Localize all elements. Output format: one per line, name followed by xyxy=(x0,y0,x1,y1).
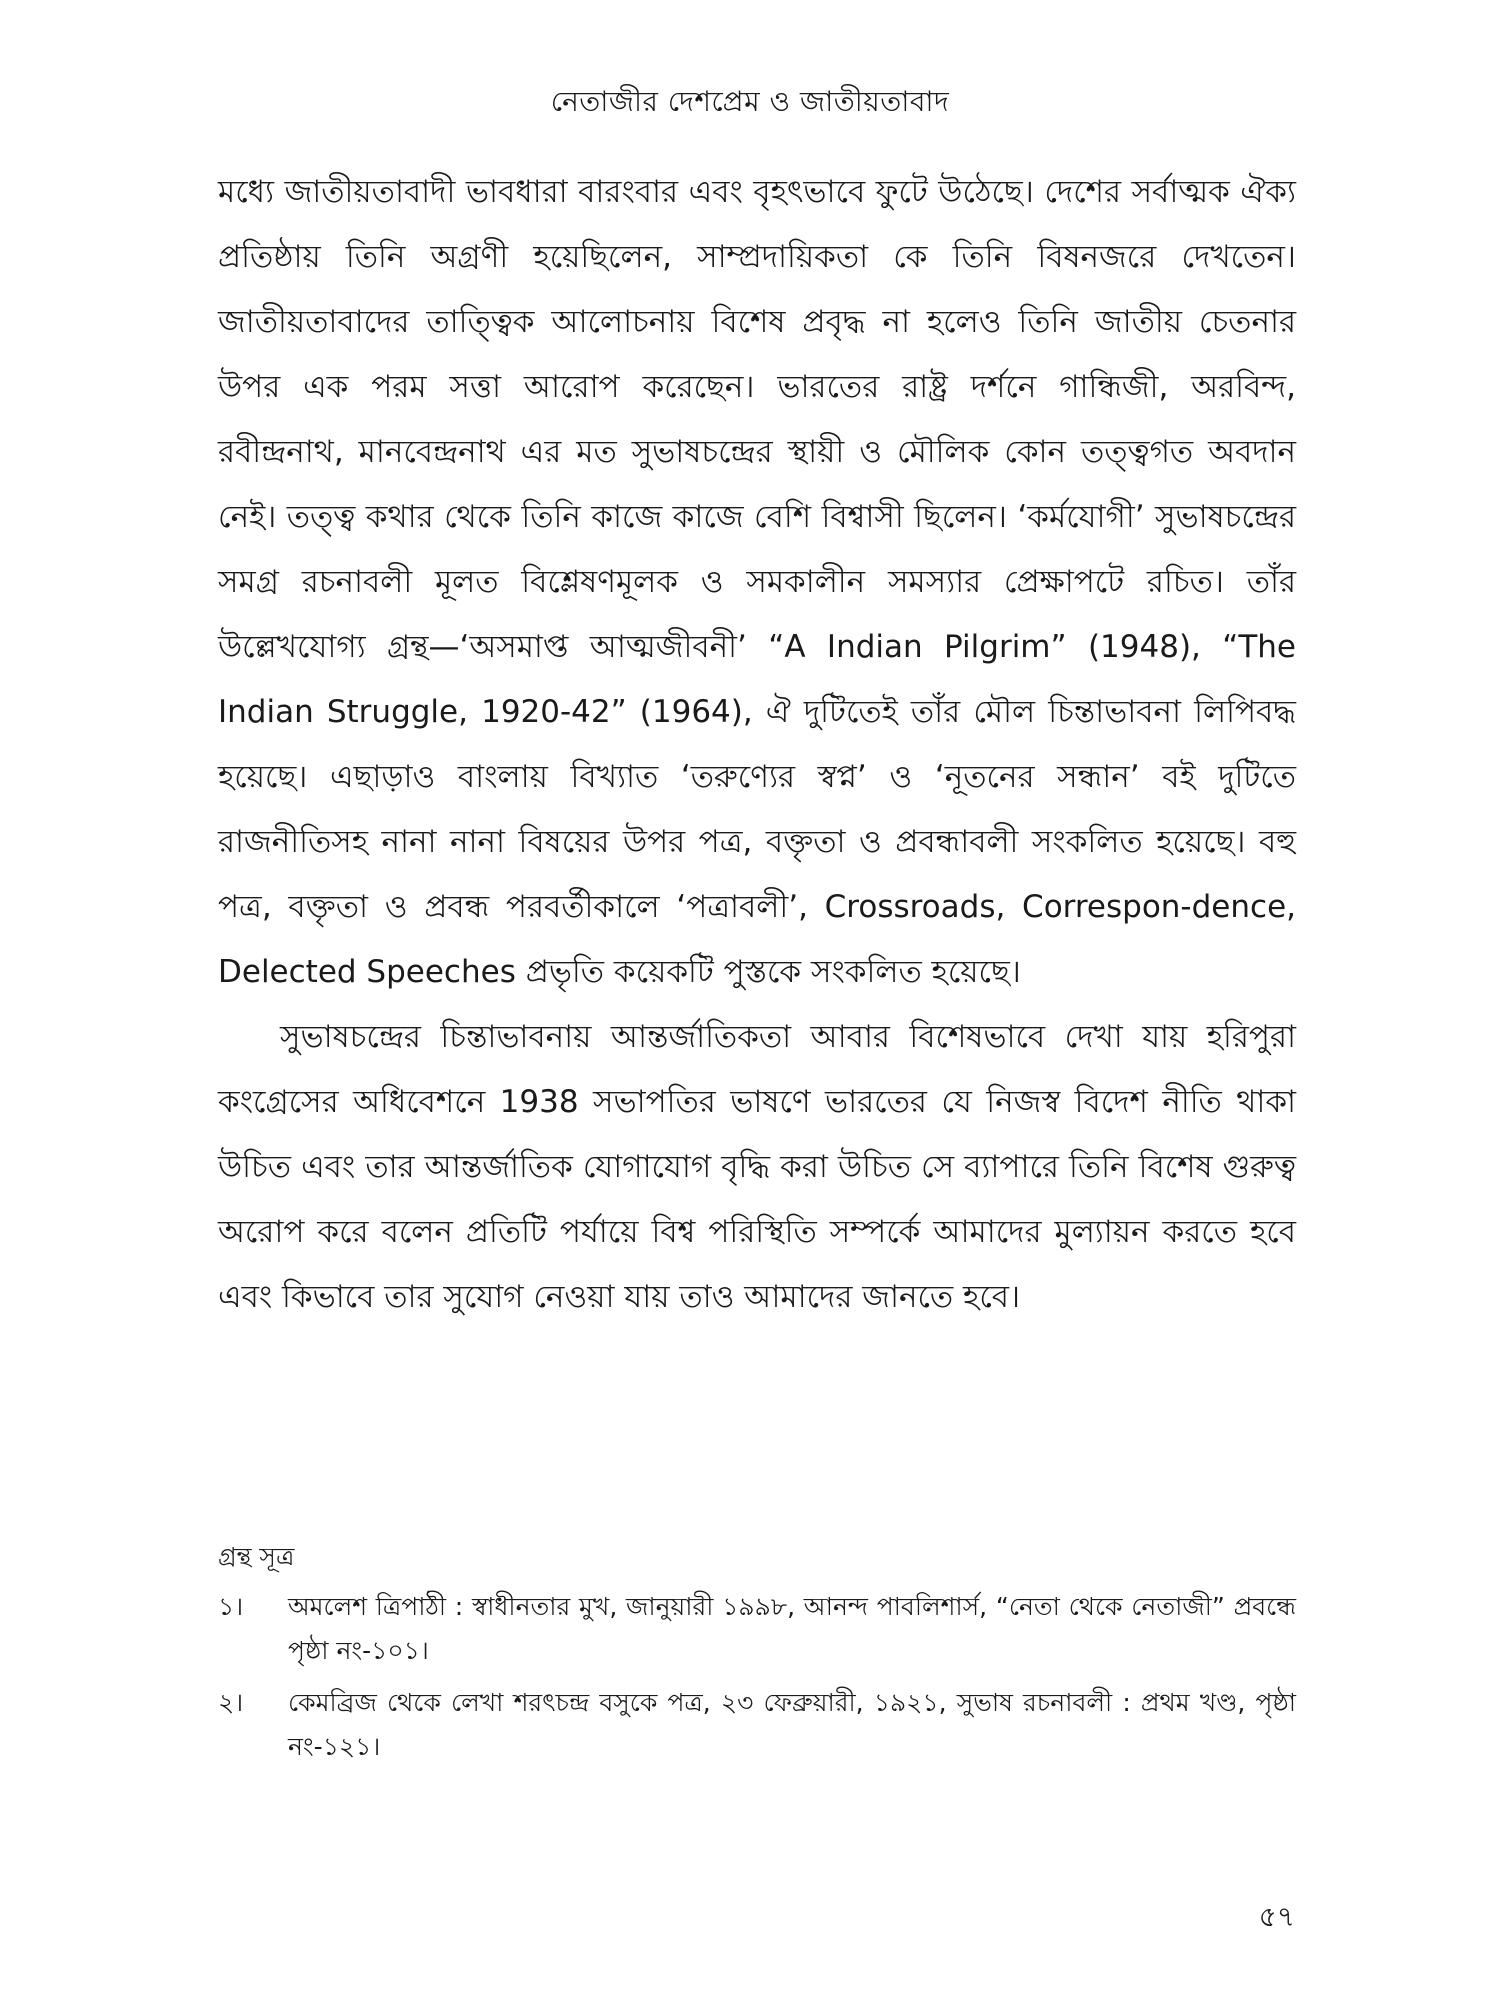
reference-text: অমলেশ ত্রিপাঠী : স্বাধীনতার মুখ, জানুয়ারী ১৯৯৮, আনন্দ পাবলিশার্স, “নেতা থেকে নেতাজী” প্রবন্ধে পৃষ্ঠা নং-১০১। xyxy=(288,1592,1296,1665)
reference-number: ১। xyxy=(218,1592,244,1621)
page-number: ৫৭ xyxy=(1258,1900,1295,1933)
body-text xyxy=(218,160,1296,1330)
reference-text: কেমব্রিজ থেকে লেখা শরৎচন্দ্র বসুকে পত্র, ২৩ ফেব্রুয়ারী, ১৯২১, সুভাষ রচনাবলী : প্রথম খণ্ড, পৃষ্ঠা নং-১২১। xyxy=(288,1688,1296,1761)
reference-number: ২। xyxy=(218,1688,244,1717)
reference-item xyxy=(218,1681,1296,1769)
paragraph: সুভাষচন্দ্রের চিন্তাভাবনায় আন্তর্জাতিকতা আবার বিশেষভাবে দেখা যায় হরিপুরা কংগ্রেসের অধিবেশনে 1938 সভাপতির ভাষণে ভারতের যে নিজস্ব বিদেশ নীতি থাকা উচিত এবং তার আন্তর্জাতিক যোগাযোগ বৃদ্ধি করা উচিত সে ব্যাপারে তিনি বিশেষ গুরুত্ব অরোপ করে বলেন প্রতিটি পর্যায়ে বিশ্ব পরিস্থিতি সম্পর্কে আমাদের মুল্যায়ন করতে হবে এবং কিভাবে তার সুযোগ নেওয়া যায় তাও আমাদের জানতে হবে। xyxy=(218,1019,1296,1315)
reference-item xyxy=(218,1585,1296,1673)
references-section xyxy=(218,1535,1296,1777)
paragraph: মধ্যে জাতীয়তাবাদী ভাবধারা বারংবার এবং বৃহৎভাবে ফুটে উঠেছে। দেশের সর্বাত্মক ঐক্য প্রতিষ্ঠায় তিনি অগ্রণী হয়েছিলেন, সাম্প্রদায়িকতা কে তিনি বিষনজরে দেখতেন। জাতীয়তাবাদের তাত্ত্বিক আলোচনায় বিশেষ প্রবৃদ্ধ না হলেও তিনি জাতীয় চেতনার উপর এক পরম সত্তা আরোপ করেছেন। ভারতের রাষ্ট্র দর্শনে গান্ধিজী, অরবিন্দ, রবীন্দ্রনাথ, মানবেন্দ্রনাথ এর মত সুভাষচন্দ্রের স্থায়ী ও মৌলিক কোন তত্ত্বগত অবদান নেই। তত্ত্ব কথার থেকে তিনি কাজে কাজে বেশি বিশ্বাসী ছিলেন। ‘কর্মযোগী’ সুভাষচন্দ্রের সমগ্র রচনাবলী মূলত বিশ্লেষণমূলক ও সমকালীন সমস্যার প্রেক্ষাপটে রচিত। তাঁর উল্লেখযোগ্য গ্রন্থ—‘অসমাপ্ত আত্মজীবনী’ “A Indian Pilgrim” (1948), “The Indian Struggle, 1920-42” (1964), ঐ দুটিতেই তাঁর মৌল চিন্তাভাবনা লিপিবদ্ধ হয়েছে। এছাড়াও বাংলায় বিখ্যাত ‘তরুণ্যের স্বপ্ন’ ও ‘নূতনের সন্ধান’ বই দুটিতে রাজনীতিসহ নানা নানা বিষয়ের উপর পত্র, বক্তৃতা ও প্রবন্ধাবলী সংকলিত হয়েছে। বহু পত্র, বক্তৃতা ও প্রবন্ধ পরবর্তীকালে ‘পত্রাবলী’, Crossroads, Correspon-dence, Delected Speeches প্রভৃতি কয়েকটি পুস্তকে সংকলিত হয়েছে। xyxy=(218,174,1296,990)
running-title: নেতাজীর দেশপ্রেম ও জাতীয়তাবাদ xyxy=(550,85,950,118)
references-heading: গ্রন্থ সূত্র xyxy=(218,1542,295,1571)
